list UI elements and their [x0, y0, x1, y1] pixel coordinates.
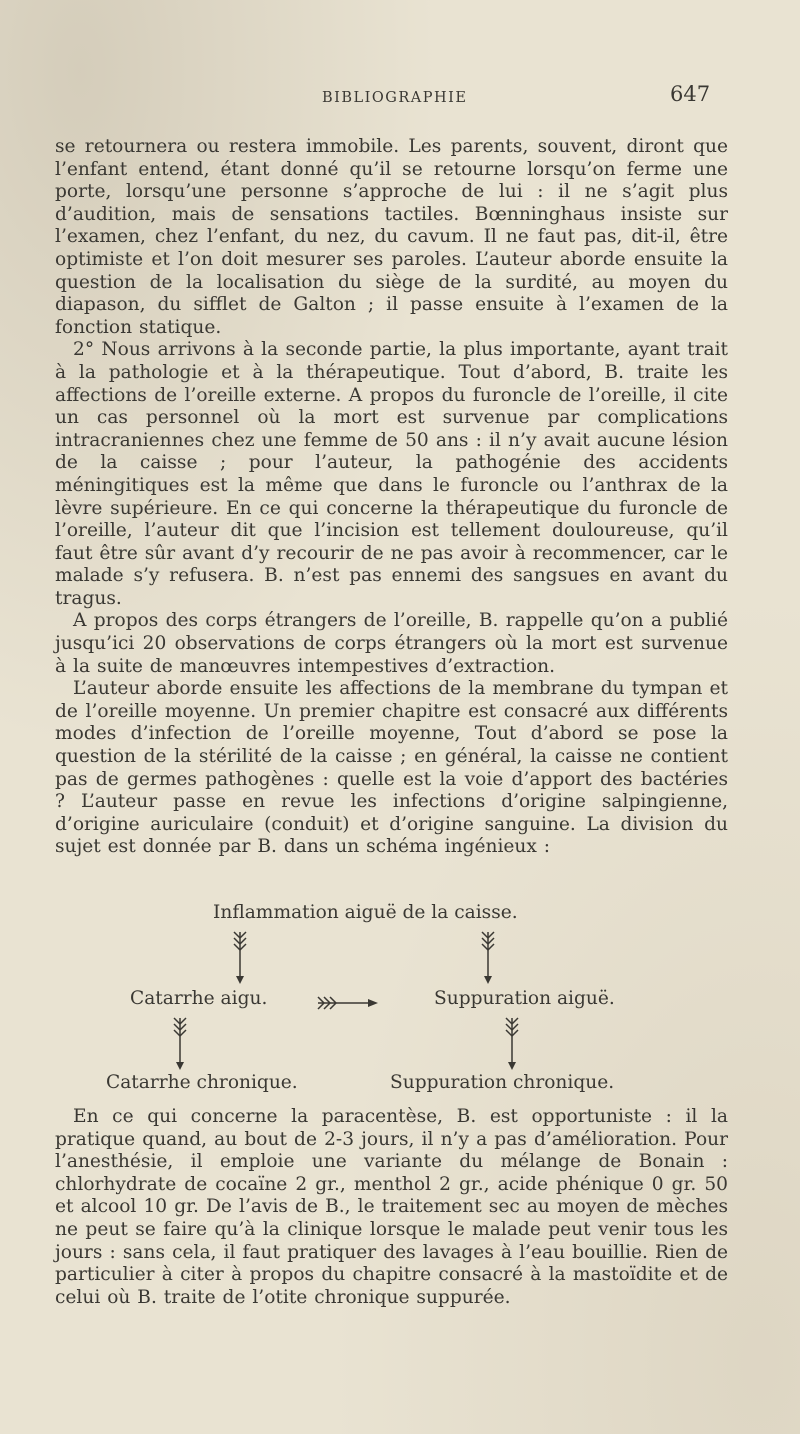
- page-number: 647: [670, 82, 711, 106]
- arrow-down-icon: [502, 1016, 522, 1072]
- inflammation-schema: [80, 902, 730, 1102]
- running-title: BIBLIOGRAPHIE: [322, 90, 468, 106]
- body-text: [55, 136, 728, 859]
- paragraph-middle-ear: L’auteur aborde ensuite les affections de la membrane du tympan et de l’oreille moyenne. Un premier chapitre est consacré aux différents modes d’infection de l’oreille moyenne, Tout d’abord se pose la question de la stérilité de la caisse ; en général, la caisse ne contient pas de germes pathogènes : quelle est la voie d’apport des bactéries ? L’auteur passe en revue les infections d’origine salpingienne, d’origine auriculaire (conduit) et d’origine sanguine. La division du sujet est donnée par B. dans un schéma ingénieux :: [55, 678, 728, 858]
- body-text-after-schema: [55, 1106, 728, 1309]
- page-header: [0, 82, 800, 112]
- paragraph-continuation: se retournera ou restera immobile. Les parents, souvent, diront que l’enfant entend, étant donné qu’il se retourne lorsqu’on ferme une porte, lorsqu’une personne s’approche de lui : il ne s’agit plus d’audition, mais de sensations tactiles. Bœnninghaus insiste sur l’examen, chez l’enfant, du nez, du cavum. Il ne faut pas, dit-il, être optimiste et l’on doit mesurer ses paroles. L’auteur aborde ensuite la question de la localisation du siège de la surdité, au moyen du diapason, du sifflet de Galton ; il passe ensuite à l’examen de la fonction statique.: [55, 136, 728, 338]
- paragraph-pathology: 2° Nous arrivons à la seconde partie, la plus importante, ayant trait à la pathologie et à la thérapeutique. Tout d’abord, B. traite les affections de l’oreille externe. A propos du furoncle de l’oreille, il cite un cas personnel où la mort est survenue par complications intracraniennes chez une femme de 50 ans : il n’y avait aucune lésion de la caisse ; pour l’auteur, la pathogénie des accidents méningitiques est la même que dans le furoncle ou l’anthrax de la lèvre supérieure. En ce qui concerne la thérapeutique du furoncle de l’oreille, l’auteur dit que l’incision est tellement douloureuse, qu’il faut être sûr avant d’y recourir de ne pas avoir à recommencer, car le malade s’y refusera. B. n’est pas ennemi des sangsues en avant du tragus.: [55, 339, 728, 609]
- schema-chronic-suppuration: Suppuration chronique.: [390, 1072, 615, 1093]
- schema-chronic-catarrh: Catarrhe chronique.: [106, 1072, 298, 1093]
- schema-top-label: Inflammation aiguë de la caisse.: [213, 902, 518, 923]
- paragraph-paracentesis: En ce qui concerne la paracentèse, B. est opportuniste : il la pratique quand, au bout de 2-3 jours, il n’y a pas d’amélioration. Pour l’anesthésie, il emploie une variante du mélange de Bonain : chlorhydrate de cocaïne 2 gr., menthol 2 gr., acide phénique 0 gr. 50 et alcool 10 gr. De l’avis de B., le traitement sec au moyen de mèches ne peut se faire qu’à la clinique lorsque le malade peut venir tous les jours : sans cela, il faut pratiquer des lavages à l’eau bouillie. Rien de particulier à citer à propos du chapitre consacré à la mastoïdite et de celui où B. traite de l’otite chronique suppurée.: [55, 1106, 728, 1308]
- arrow-right-icon: [316, 995, 380, 1011]
- schema-acute-catarrh: Catarrhe aigu.: [130, 988, 268, 1009]
- paragraph-foreign-bodies: A propos des corps étrangers de l’oreille, B. rappelle qu’on a publié jusqu’ici 20 observations de corps étrangers où la mort est survenue à la suite de manœuvres intempestives d’extraction.: [55, 610, 728, 677]
- arrow-down-icon: [478, 930, 498, 986]
- arrow-down-icon: [170, 1016, 190, 1072]
- schema-acute-suppuration: Suppuration aiguë.: [434, 988, 615, 1009]
- arrow-down-icon: [230, 930, 250, 986]
